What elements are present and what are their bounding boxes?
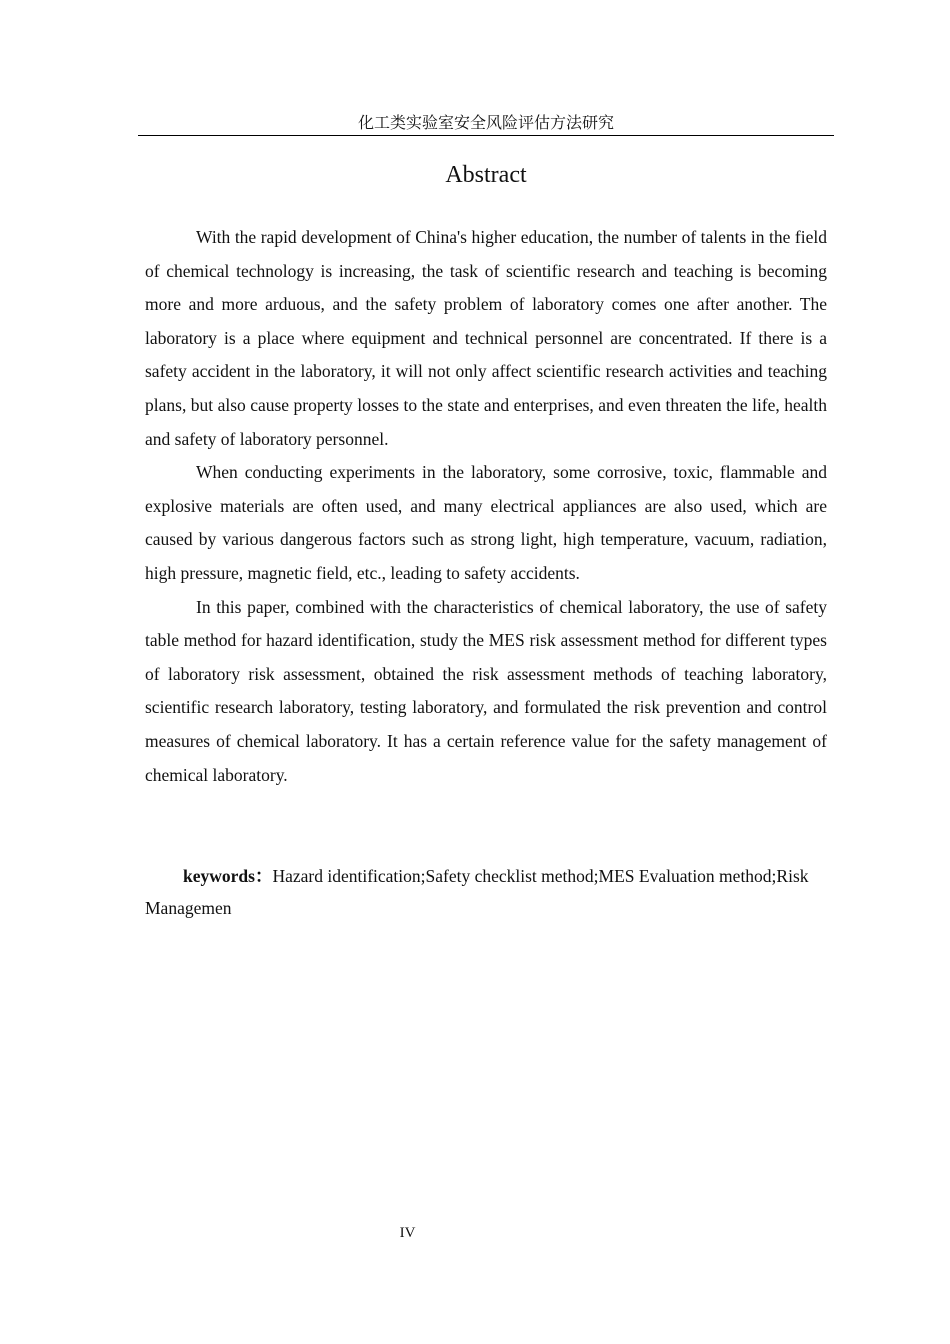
running-header bbox=[138, 113, 834, 136]
keywords-text: Hazard identification;Safety checklist method;MES Evaluation method;Risk Managemen bbox=[145, 866, 809, 918]
paragraph-3: In this paper, combined with the characteristics of chemical laboratory, the use of safety table method for hazard identification, study the MES risk assessment method for different types of laboratory risk assessment, obtained the risk assessment methods of teaching laboratory, scientific research laboratory, testing laboratory, and formulated the risk prevention and control measures of chemical laboratory. It has a certain reference value for the safety management of chemical laboratory. bbox=[145, 596, 827, 785]
paragraph-1: With the rapid development of China's higher education, the number of talents in the field of chemical technology is increasing, the task of scientific research and teaching is becoming more and more arduous, and the safety problem of laboratory comes one after another. The laboratory is a place where equipment and technical personnel are concentrated. If there is a safety accident in the laboratory, it will not only affect scientific research activities and teaching plans, but also cause property losses to the state and enterprises, and even threaten the life, health and safety of laboratory personnel. bbox=[145, 227, 827, 449]
keywords-label: keywords： bbox=[183, 866, 273, 886]
abstract-title: Abstract bbox=[445, 162, 527, 188]
keywords-line bbox=[145, 860, 827, 924]
paragraph-2: When conducting experiments in the laboratory, some corrosive, toxic, flammable and explosive materials are often used, and many electrical appliances are also used, which are caused by various dangerous factors such as strong light, high temperature, vacuum, radiation, high pressure, magnetic field, etc., leading to safety accidents. bbox=[145, 462, 827, 583]
page-number: IV bbox=[399, 1225, 416, 1241]
running-title: 化工类实验室安全风险评估方法研究 bbox=[357, 115, 614, 132]
abstract-body bbox=[145, 221, 827, 792]
